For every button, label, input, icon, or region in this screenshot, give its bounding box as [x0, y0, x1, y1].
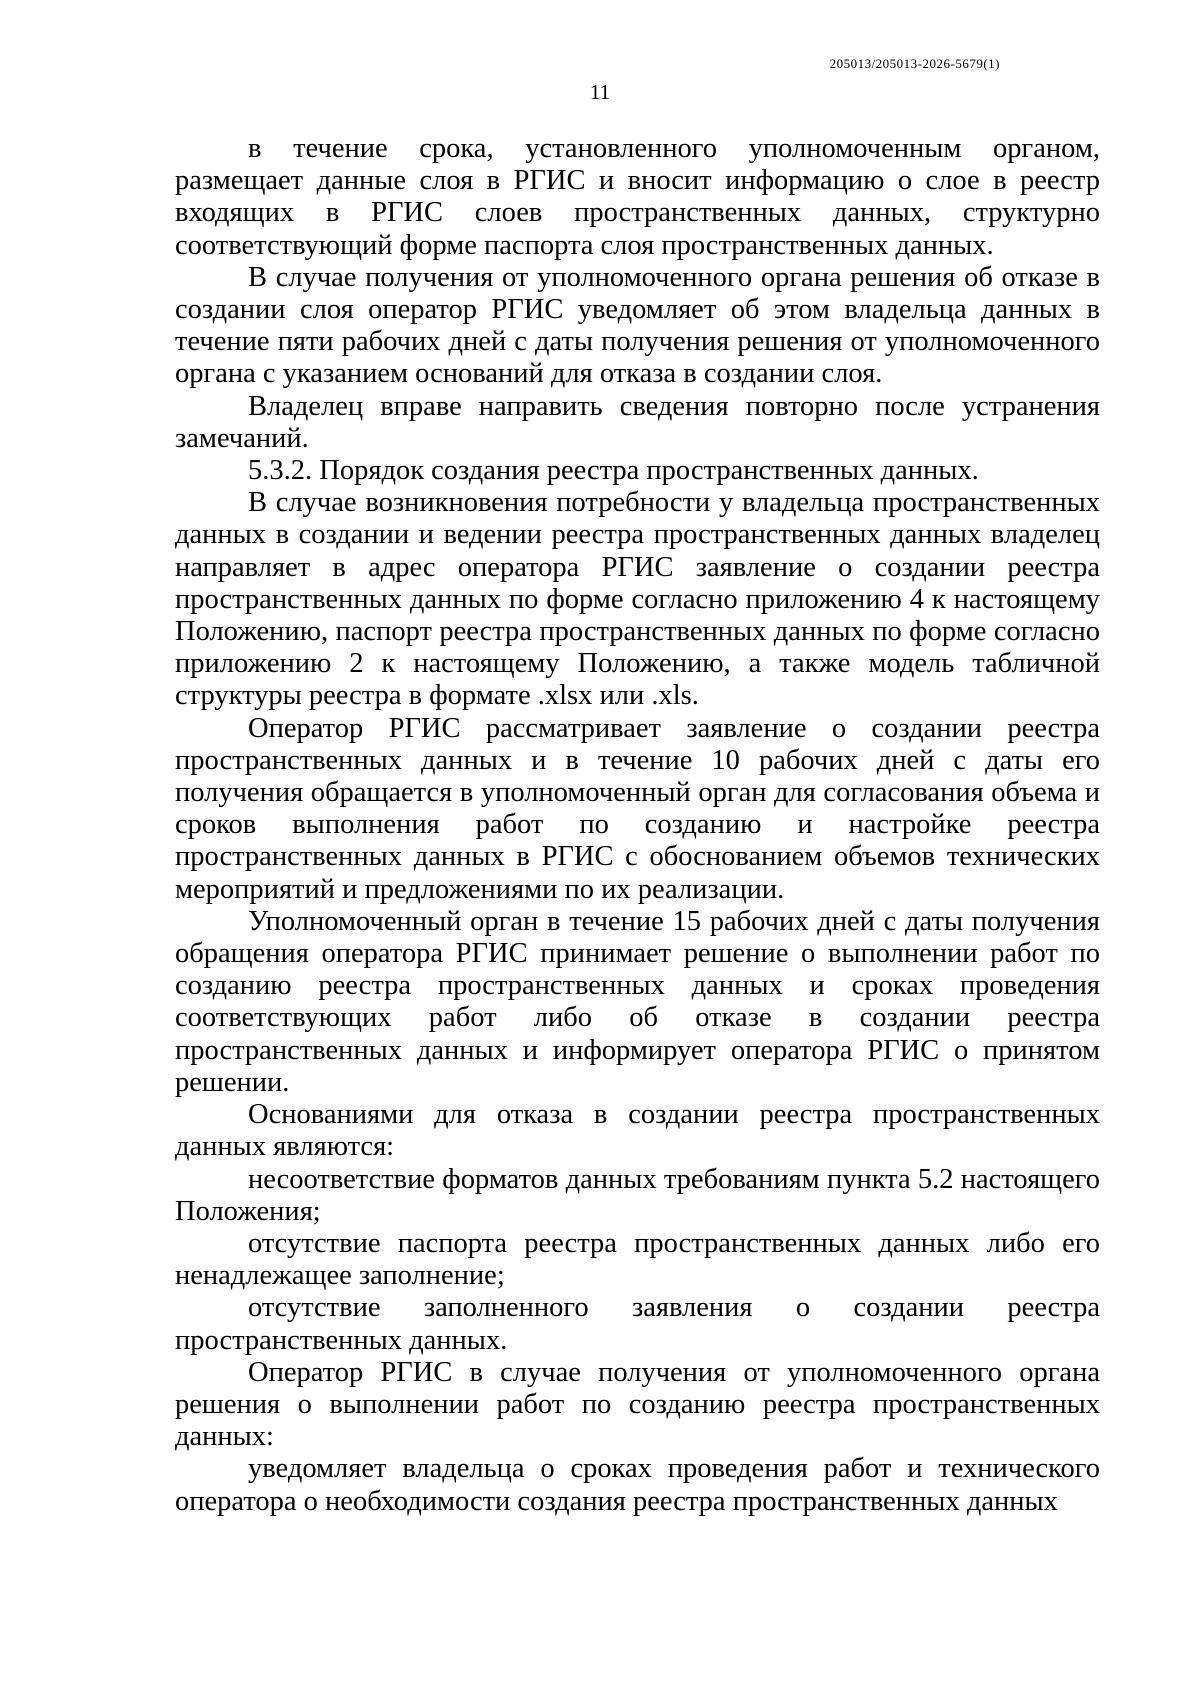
- document-id: 205013/205013-2026-5679(1): [829, 56, 1000, 71]
- list-item: отсутствие паспорта реестра пространственных данных либо его ненадлежащее заполнение;: [175, 1227, 1100, 1292]
- paragraph: Оператор РГИС в случае получения от уполномоченного органа решения о выполнении работ по созданию реестра пространственных данных:: [175, 1356, 1100, 1453]
- paragraph: Оператор РГИС рассматривает заявление о создании реестра пространственных данных и в течение 10 рабочих дней с даты его получения обращается в уполномоченный орган для согласования объема и сроков выполнения работ по созданию и настройке реестра пространственных данных в РГИС с обоснованием объемов технических мероприятий и предложениями по их реализации.: [175, 712, 1100, 905]
- paragraph: Владелец вправе направить сведения повторно после устранения замечаний.: [175, 390, 1100, 454]
- paragraph: в течение срока, установленного уполномоченным органом, размещает данные слоя в РГИС и вносит информацию о слое в реестр входящих в РГИС слоев пространственных данных, структурно соответствующий форме паспорта слоя пространственных данных.: [175, 133, 1100, 261]
- paragraph: В случае возникновения потребности у владельца пространственных данных в создании и ведении реестра пространственных данных владелец направляет в адрес оператора РГИС заявление о создании реестра пространственных данных по форме согласно приложению 4 к настоящему Положению, паспорт реестра пространственных данных по форме согласно приложению 2 к настоящему Положению, а также модель табличной структуры реестра в формате .xlsx или .xls.: [175, 487, 1100, 712]
- paragraph: Основаниями для отказа в создании реестра пространственных данных являются:: [175, 1099, 1100, 1163]
- document-body: [175, 133, 1100, 1518]
- section-heading: 5.3.2. Порядок создания реестра пространственных данных.: [248, 455, 979, 487]
- paragraph: уведомляет владельца о сроках проведения работ и технического оператора о необходимости создания реестра пространственных данных: [175, 1453, 1100, 1517]
- paragraph: В случае получения от уполномоченного органа решения об отказе в создании слоя оператор РГИС уведомляет об этом владельца данных в течение пяти рабочих дней с даты получения решения от уполномоченного органа с указанием оснований для отказа в создании слоя.: [175, 261, 1100, 390]
- list-item: отсутствие заполненного заявления о создании реестра пространственных данных.: [175, 1292, 1100, 1356]
- page-number: 11: [589, 80, 611, 104]
- list-item: несоответствие форматов данных требованиям пункта 5.2 настоящего Положения;: [175, 1163, 1100, 1227]
- paragraph: Уполномоченный орган в течение 15 рабочих дней с даты получения обращения оператора РГИС принимает решение о выполнении работ по созданию реестра пространственных данных и сроках проведения соответствующих работ либо об отказе в создании реестра пространственных данных и информирует оператора РГИС о принятом решении.: [175, 905, 1100, 1098]
